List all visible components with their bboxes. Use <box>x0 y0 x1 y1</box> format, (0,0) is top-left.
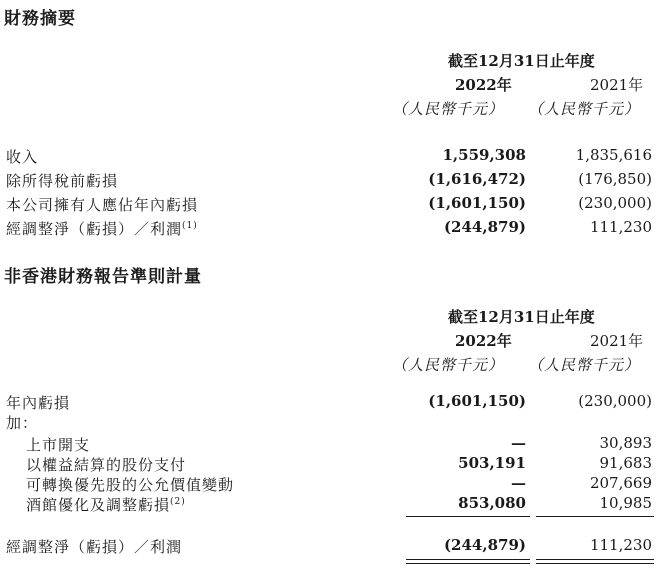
footnote-marker: (1) <box>182 221 198 231</box>
section2-period-header: 截至12月31日止年度 <box>448 308 595 326</box>
table-cell-2022: 1,559,308 <box>442 146 526 164</box>
table-cell-2021: 1,835,616 <box>575 146 652 164</box>
total-cell-2021: 111,230 <box>589 536 652 554</box>
table-cell-2021: 10,985 <box>599 494 652 512</box>
table-cell-2022: 853,080 <box>458 494 526 512</box>
table-cell-2022: — <box>511 474 526 492</box>
section1-title: 財務摘要 <box>4 9 76 29</box>
section2-year-2022: 2022年 <box>455 332 512 350</box>
table-cell-2021: 111,230 <box>589 218 652 236</box>
section2-unit-2022: （人民幣千元） <box>392 356 505 374</box>
table-cell-2021: 207,669 <box>589 474 652 492</box>
total-double-rule-2021-bottom <box>536 563 654 564</box>
table-cell-2022: (1,601,150) <box>428 392 526 410</box>
total-row-label: 經調整淨（虧損）／利潤 <box>6 538 183 556</box>
table-cell-2022: (244,879) <box>443 218 526 236</box>
table-row-label: 經調整淨（虧損）／利潤$^{(1)}$ <box>6 220 198 238</box>
footnote-marker: (2) <box>170 497 186 507</box>
table-cell-2021: (230,000) <box>578 194 652 212</box>
table-cell-2022: (1,601,150) <box>428 194 526 212</box>
section1-year-2021: 2021年 <box>590 76 644 94</box>
section1-period-header: 截至12月31日止年度 <box>448 52 595 70</box>
total-double-rule-2022-bottom <box>406 563 530 564</box>
section1-unit-2021: （人民幣千元） <box>528 100 641 118</box>
table-row-label: 酒館優化及調整虧損$^{(2)}$ <box>26 496 186 514</box>
table-row-label: 以權益結算的股份支付 <box>26 456 187 474</box>
table-row-label: 可轉換優先股的公允價值變動 <box>26 476 235 494</box>
section1-unit-2022: （人民幣千元） <box>392 100 505 118</box>
section2-title: 非香港財務報告準則計量 <box>4 267 202 287</box>
section1-year-2022: 2022年 <box>455 76 512 94</box>
table-row-label: 上市開支 <box>26 436 91 454</box>
table-cell-2022: 503,191 <box>458 454 526 472</box>
table-row-label: 本公司擁有人應佔年內虧損 <box>6 196 199 214</box>
table-cell-2022: (1,616,472) <box>428 170 526 188</box>
subtotal-rule-2022 <box>406 516 530 517</box>
table-cell-2021: (176,850) <box>578 170 652 188</box>
table-row-label: 除所得稅前虧損 <box>6 172 119 190</box>
table-row-label: 加： <box>6 414 39 432</box>
table-cell-2021: (230,000) <box>578 392 652 410</box>
table-cell-2021: 30,893 <box>599 434 652 452</box>
section2-year-2021: 2021年 <box>590 332 644 350</box>
total-double-rule-2021-top <box>536 559 654 560</box>
table-row-label: 收入 <box>6 148 39 166</box>
table-cell-2022: — <box>511 434 526 452</box>
table-row-label: 年內虧損 <box>6 394 71 412</box>
total-double-rule-2022-top <box>406 559 530 560</box>
subtotal-rule-2021 <box>536 516 654 517</box>
table-cell-2021: 91,683 <box>599 454 652 472</box>
total-cell-2022: (244,879) <box>443 536 526 554</box>
section2-unit-2021: （人民幣千元） <box>528 356 641 374</box>
